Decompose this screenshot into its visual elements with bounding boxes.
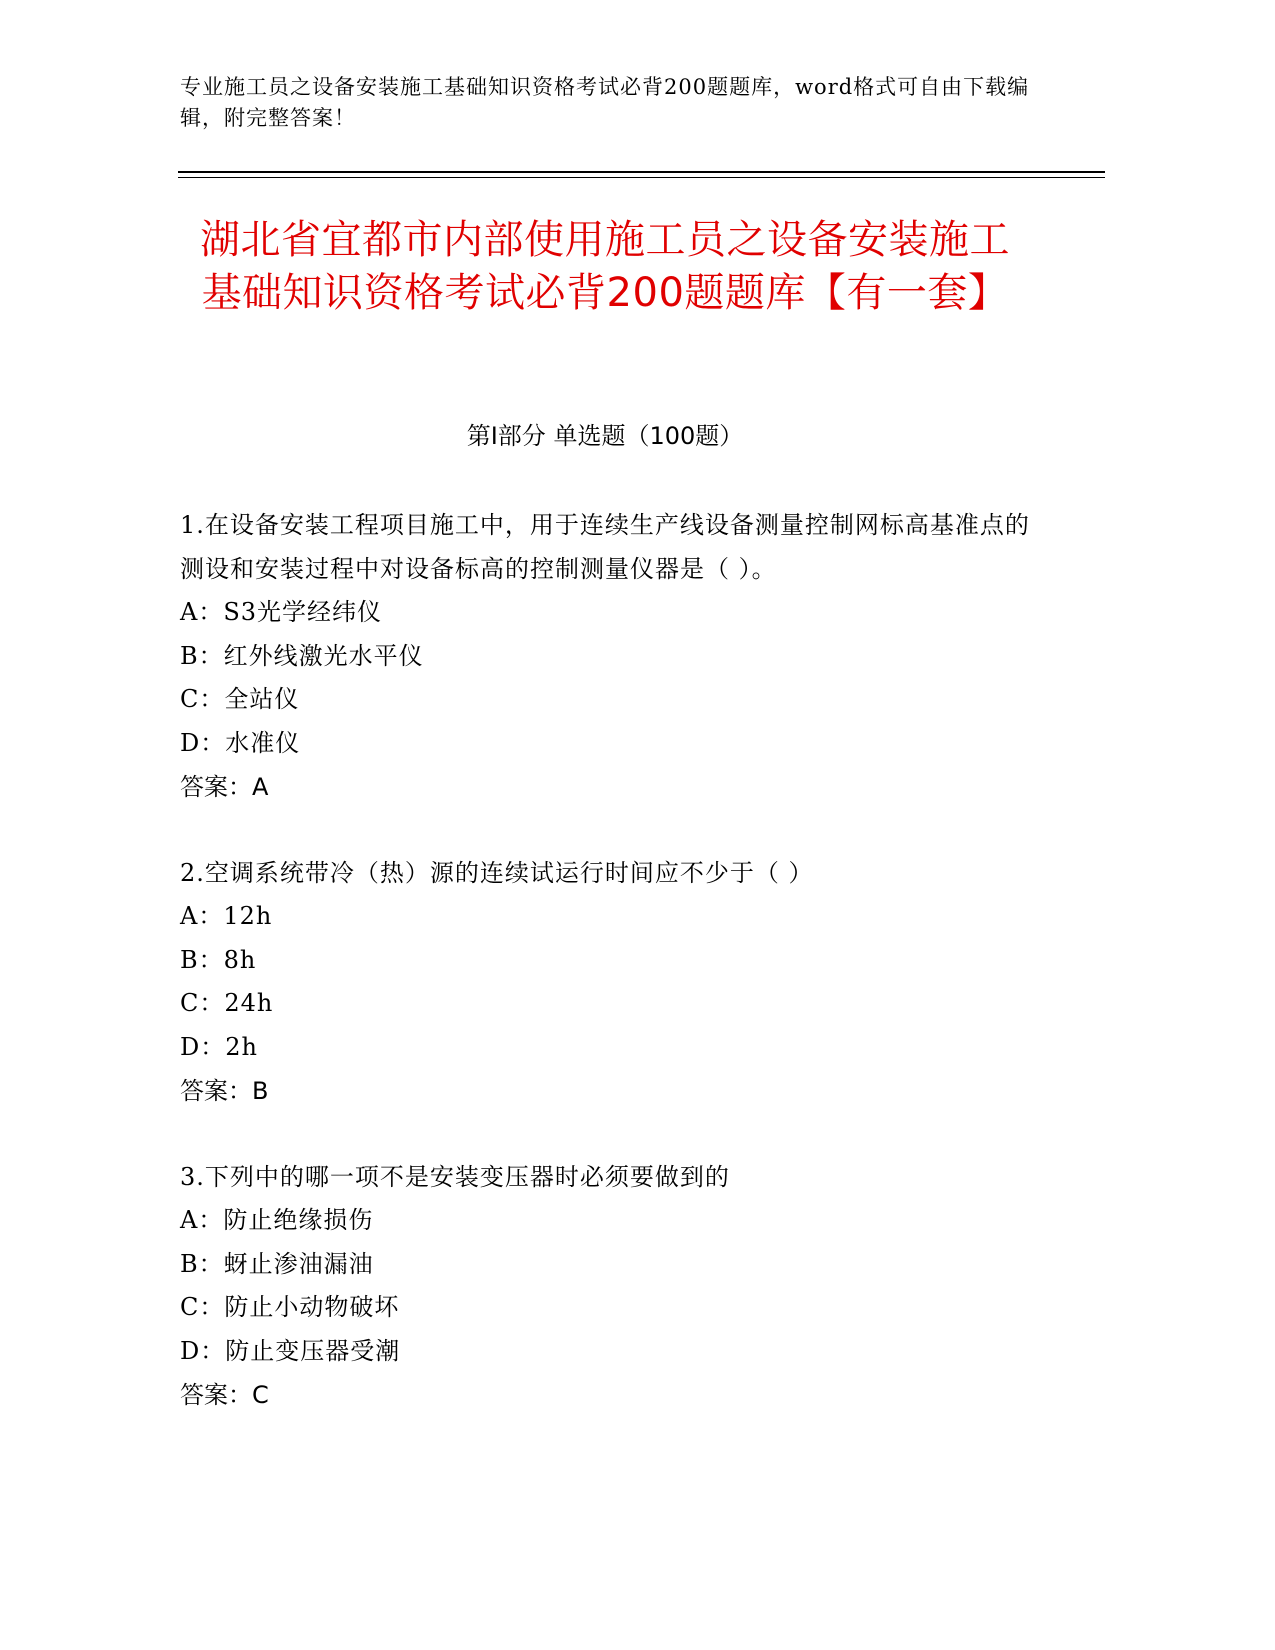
option-c: C：全站仪: [180, 685, 300, 713]
question-1: [180, 503, 1040, 809]
option-a: A：12h: [180, 902, 273, 930]
option-b: B：蚜止渗油漏油: [180, 1249, 374, 1278]
question-stem: 1.在设备安装工程项目施工中，用于连续生产线设备测量控制网标高基准点的测设和安装过程中对设备标高的控制测量仪器是（ ）。: [180, 511, 1030, 583]
option-c: C：防止小动物破坏: [180, 1293, 400, 1321]
option-b: B：红外线激光水平仪: [180, 641, 424, 670]
answer: 答案：C: [180, 1381, 269, 1409]
option-d: D：水准仪: [180, 728, 301, 757]
option-d: D：防止变压器受潮: [180, 1336, 401, 1365]
question-stem: 2.空调系统带冷（热）源的连续试运行时间应不少于（ ）: [180, 859, 814, 887]
section-heading: 第I部分 单选题（100题）: [466, 422, 744, 450]
header-divider-thin: [178, 177, 1105, 178]
option-c: C：24h: [180, 989, 274, 1017]
option-a: A：S3光学经纬仪: [180, 598, 383, 626]
document-title: 湖北省宜都市内部使用施工员之设备安装施工基础知识资格考试必背200题题库【有一套】: [200, 217, 1010, 316]
option-a: A：防止绝缘损伤: [180, 1206, 374, 1234]
answer: 答案：B: [180, 1077, 269, 1105]
question-3: [180, 1155, 1040, 1417]
answer: 答案：A: [180, 773, 269, 801]
question-2: [180, 851, 1040, 1113]
option-d: D：2h: [180, 1032, 258, 1061]
header-divider-thick: [178, 171, 1105, 173]
question-stem: 3.下列中的哪一项不是安装变压器时必须要做到的: [180, 1163, 730, 1191]
header-note: 专业施工员之设备安装施工基础知识资格考试必背200题题库，word格式可自由下载编辑，附完整答案！: [180, 75, 1030, 130]
option-b: B：8h: [180, 945, 257, 974]
